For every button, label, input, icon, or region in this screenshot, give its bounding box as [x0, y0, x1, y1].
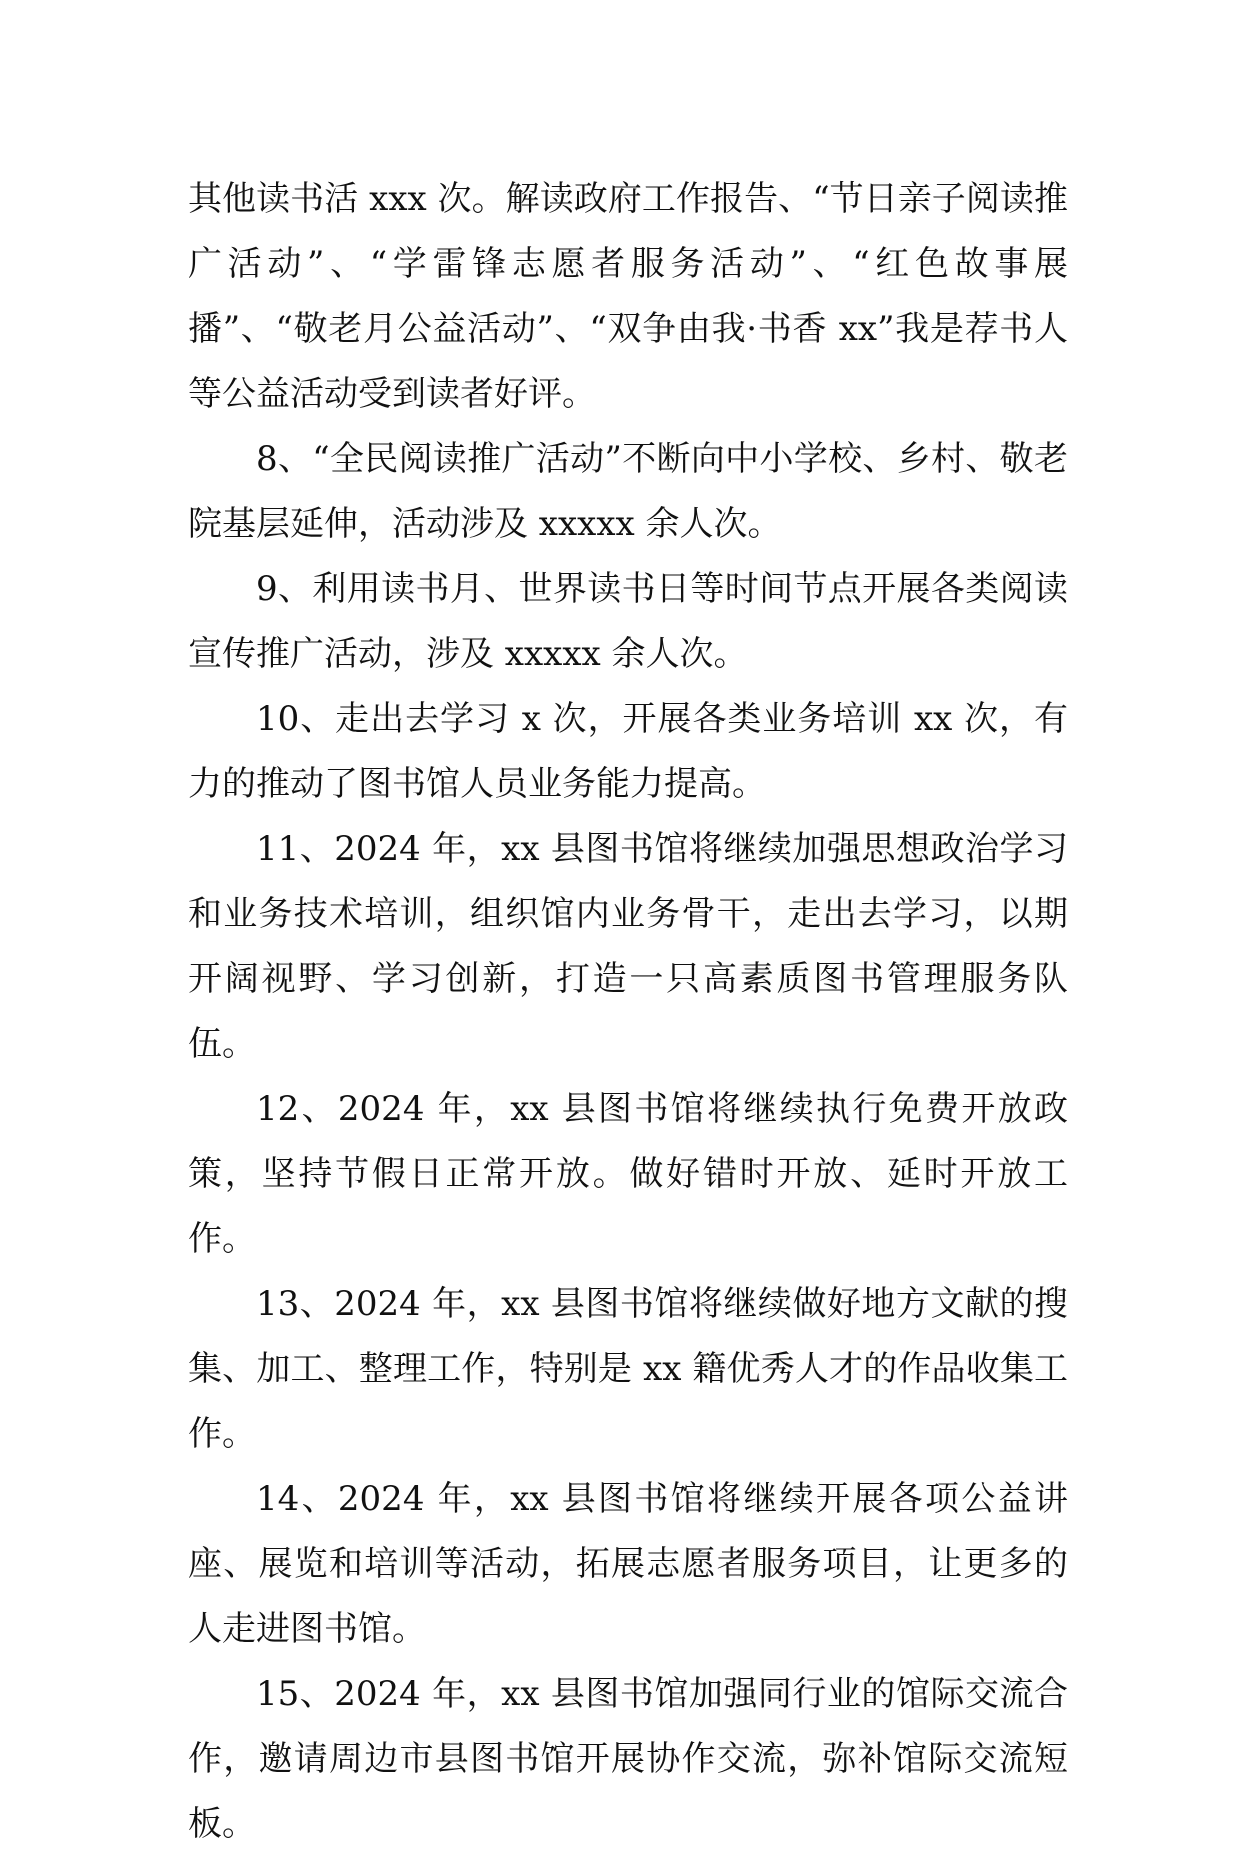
paragraph-item-10: 10、走出去学习 x 次，开展各类业务培训 xx 次，有力的推动了图书馆人员业务能力提高。: [188, 699, 1068, 804]
document-body: [188, 167, 1068, 1857]
paragraph-item-13: 13、2024 年，xx 县图书馆将继续做好地方文献的搜集、加工、整理工作，特别是 xx 籍优秀人才的作品收集工作。: [188, 1284, 1068, 1454]
paragraph-item-15: 15、2024 年，xx 县图书馆加强同行业的馆际交流合作，邀请周边市县图书馆开展协作交流，弥补馆际交流短板。: [188, 1674, 1068, 1844]
paragraph-item-11: 11、2024 年，xx 县图书馆将继续加强思想政治学习和业务技术培训，组织馆内业务骨干，走出去学习，以期开阔视野、学习创新，打造一只高素质图书管理服务队伍。: [188, 829, 1068, 1064]
paragraph-item-12: 12、2024 年，xx 县图书馆将继续执行免费开放政策，坚持节假日正常开放。做好错时开放、延时开放工作。: [188, 1089, 1068, 1259]
paragraph-item-9: 9、利用读书月、世界读书日等时间节点开展各类阅读宣传推广活动，涉及 xxxxx 余人次。: [188, 569, 1068, 674]
paragraph-item-14: 14、2024 年，xx 县图书馆将继续开展各项公益讲座、展览和培训等活动，拓展志愿者服务项目，让更多的人走进图书馆。: [188, 1479, 1068, 1649]
paragraph-item-8: 8、“全民阅读推广活动”不断向中小学校、乡村、敬老院基层延伸，活动涉及 xxxxx 余人次。: [188, 439, 1068, 544]
paragraph-continuation: 其他读书活 xxx 次。解读政府工作报告、“节日亲子阅读推广活动”、“学雷锋志愿者服务活动”、“红色故事展播”、“敬老月公益活动”、“双争由我·书香 xx”我是荐书人等公益活动受到读者好评。: [188, 179, 1068, 414]
